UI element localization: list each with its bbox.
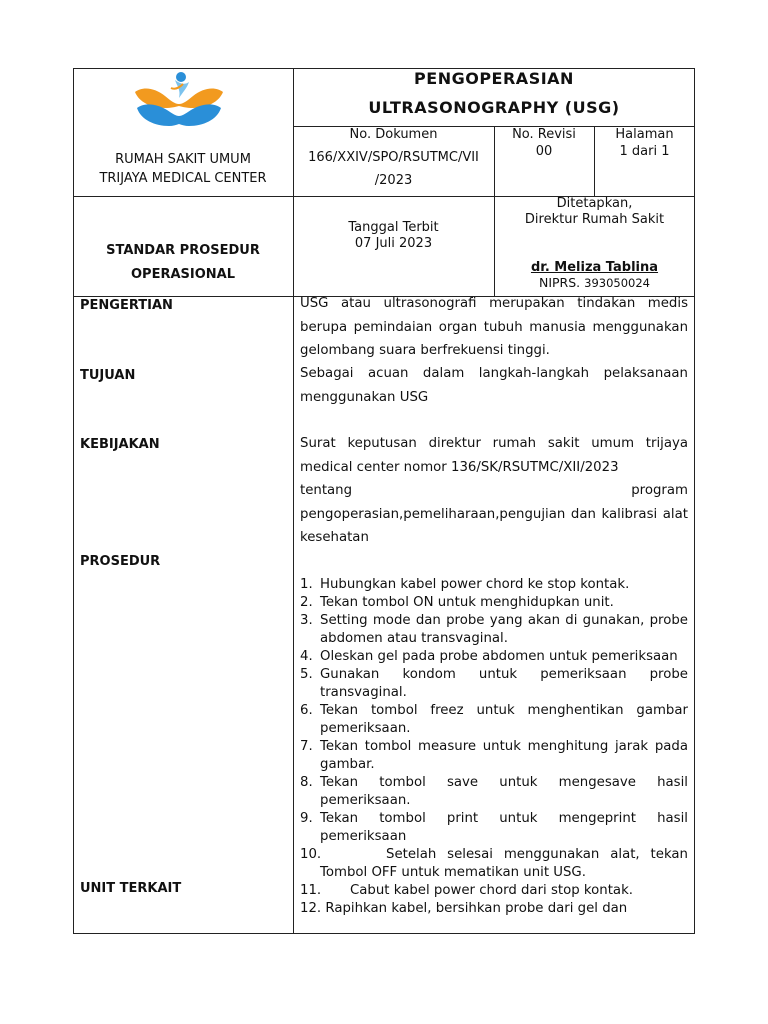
procedure-step xyxy=(300,738,688,774)
doc-number-value-line2: /2023 xyxy=(374,173,413,188)
step-text: Hubungkan kabel power chord ke stop kontak. xyxy=(320,577,630,592)
step-text: Cabut kabel power chord dari stop kontak. xyxy=(350,883,633,898)
step-text: Setting mode dan probe yang akan di gunakan, probe abdomen atau transvaginal. xyxy=(320,613,688,646)
doc-number-label: No. Dokumen xyxy=(349,127,438,142)
logo-figure-head xyxy=(176,72,186,82)
step-number: 3. xyxy=(300,613,313,628)
step-number: 9. xyxy=(300,811,313,826)
unit-terkait-label: UNIT TERKAIT xyxy=(80,881,182,896)
approver-id xyxy=(494,274,695,292)
approver-id-value: 393050024 xyxy=(584,276,650,290)
step-number: 5. xyxy=(300,667,313,682)
page-label: Halaman xyxy=(615,127,674,142)
sop-label-line2: OPERASIONAL xyxy=(130,267,235,282)
hospital-name-line2: TRIJAYA MEDICAL CENTER xyxy=(99,171,267,186)
issue-date-value: 07 Juli 2023 xyxy=(354,236,433,251)
step-number: 4. xyxy=(300,649,313,664)
step-number: 1. xyxy=(300,577,313,592)
procedure-step xyxy=(300,900,688,918)
logo-blue-wave xyxy=(137,104,221,126)
approver-id-label: NIPRS. xyxy=(538,275,581,290)
step-text: Tekan tombol measure untuk menghitung jarak pada gambar. xyxy=(320,739,688,772)
step-number: 12. xyxy=(300,901,322,916)
procedure-step xyxy=(300,612,688,648)
kebijakan-text xyxy=(300,432,688,550)
step-text: Setelah selesai menggunakan alat, tekan Tombol OFF untuk mematikan unit USG. xyxy=(320,847,688,880)
kebijakan-text-line2 xyxy=(300,479,688,503)
procedure-step xyxy=(300,666,688,702)
hospital-logo xyxy=(131,68,227,132)
procedure-step xyxy=(300,774,688,810)
procedure-step xyxy=(300,810,688,846)
page-value: 1 dari 1 xyxy=(619,144,670,159)
approver-title: Direktur Rumah Sakit xyxy=(524,212,665,227)
sop-label-line1: STANDAR PROSEDUR xyxy=(106,243,260,258)
kebijakan-text-line1: Surat keputusan direktur rumah sakit umum trijaya medical center nomor 136/SK/RSUTMC/XII/2023 xyxy=(300,436,688,475)
step-text: Oleskan gel pada probe abdomen untuk pemeriksaan xyxy=(320,649,678,664)
hospital-name-line1: RUMAH SAKIT UMUM xyxy=(115,152,251,167)
procedure-steps xyxy=(300,576,688,918)
procedure-step xyxy=(300,702,688,738)
document-title-line1: PENGOPERASIAN xyxy=(414,69,574,88)
procedure-step xyxy=(300,882,688,900)
kebijakan-label: KEBIJAKAN xyxy=(80,437,160,452)
document-title-line2: ULTRASONOGRAPHY (USG) xyxy=(368,98,620,117)
step-number: 6. xyxy=(300,703,313,718)
revision-label: No. Revisi xyxy=(512,127,576,142)
issue-date-label: Tanggal Terbit xyxy=(348,220,439,235)
tujuan-label: TUJUAN xyxy=(80,368,136,383)
kebijakan-tentang: tentang xyxy=(300,483,353,498)
step-number: 11. xyxy=(300,883,322,898)
pengertian-text: USG atau ultrasonografi merupakan tindakan medis berupa pemindaian organ tubuh manusia menggunakan gelombang suara berfrekuensi tinggi. xyxy=(300,296,688,358)
revision-value: 00 xyxy=(535,144,553,159)
step-text: Tekan tombol save untuk mengesave hasil pemeriksaan. xyxy=(320,775,688,808)
pengertian-label: PENGERTIAN xyxy=(80,298,173,313)
procedure-step xyxy=(300,648,688,666)
step-number: 2. xyxy=(300,595,313,610)
step-text: Rapihkan kabel, bersihkan probe dari gel dan xyxy=(325,901,628,916)
procedure-step xyxy=(300,594,688,612)
approved-label: Ditetapkan, xyxy=(556,196,633,211)
step-text: Tekan tombol ON untuk menghidupkan unit. xyxy=(320,595,614,610)
step-text: Gunakan kondom untuk pemeriksaan probe transvaginal. xyxy=(320,667,688,700)
procedure-step xyxy=(300,576,688,594)
tujuan-text: Sebagai acuan dalam langkah-langkah pelaksanaan menggunakan USG xyxy=(300,366,688,405)
procedure-step xyxy=(300,846,688,882)
approver-name: dr. Meliza Tablina xyxy=(530,260,659,275)
step-number: 7. xyxy=(300,739,313,754)
step-text: Tekan tombol print untuk mengeprint hasil pemeriksaan xyxy=(320,811,688,844)
step-text: Tekan tombol freez untuk menghentikan gambar pemeriksaan. xyxy=(320,703,688,736)
prosedur-label: PROSEDUR xyxy=(80,554,161,569)
step-number: 10. xyxy=(300,847,322,862)
step-number: 8. xyxy=(300,775,313,790)
kebijakan-text-line3: pengoperasian,pemeliharaan,pengujian dan kalibrasi alat kesehatan xyxy=(300,506,688,545)
doc-number-value-line1: 166/XXIV/SPO/RSUTMC/VII xyxy=(308,150,479,165)
column-divider xyxy=(293,68,294,934)
kebijakan-program: program xyxy=(631,483,688,498)
